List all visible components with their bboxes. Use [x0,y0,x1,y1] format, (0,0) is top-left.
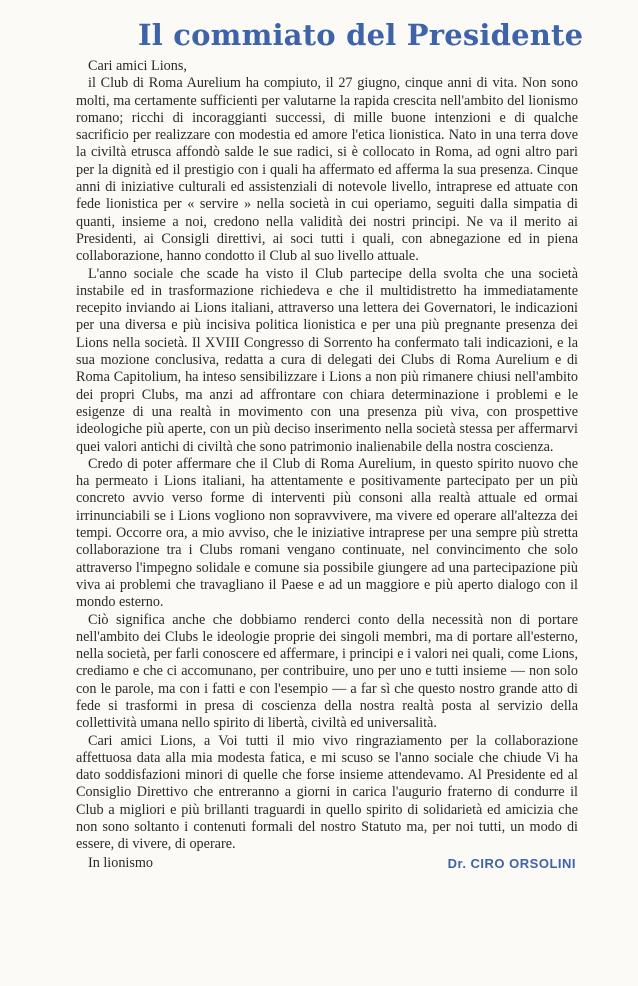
paragraph-3: Credo di poter affermare che il Club di Roma Aurelium, in questo spirito nuovo che ha permeato i Lions italiani, ha attentamente e positivamente partecipato per un più concreto avvio verso forme di interventi più consoni alla realtà attuale ed ormai irrinunciabili se i Lions vogliono non sopravvivere, ma vivere ed operare all'altezza dei tempi. Occorre ora, a mio avviso, che le iniziative intraprese per una sempre più stretta collaborazione tra i Clubs romani vengano continuate, nel convincimento che solo attraverso l'impegno solidale e comune sia possibile giungere ad una partecipazione più viva ai problemi che travagliano il Paese e ad un maggiore e più aperto dialogo con il mondo esterno. [76,455,578,611]
signoff [76,855,578,872]
article-body [76,75,578,853]
closing-phrase: In lionismo [88,854,154,871]
article-title: Il commiato del Presidente [138,18,584,52]
paragraph-4: Ciò significa anche che dobbiamo renderci conto della necessità non di portare nell'ambito dei Clubs le ideologie proprie dei singoli membri, ma di portare all'esterno, nella società, per farli conoscere ed affermare, i principi e i valori nei quali, come Lions, crediamo e che ci accomunano, per contribuire, uno per uno e tutti insieme — non solo con le parole, ma con i fatti e con l'esempio — a far sì che questo nostro grande atto di fede si trasformi in presa di coscienza della nostra realtà posta al servizio della collettività umana nello spirito di libertà, civiltà ed universalità. [76,611,578,732]
salutation: Cari amici Lions, [88,58,187,74]
paragraph-1: il Club di Roma Aurelium ha compiuto, il 27 giugno, cinque anni di vita. Non sono molti, ma certamente sufficienti per valutarne la rapida crescita nell'ambito del lionismo romano; ricchi di incoraggianti successi, di mille buone intenzioni e di qualche sacrificio per realizzare con modestia ed amore l'etica lionistica. Nato in una terra dove la civiltà etrusca affondò salde le sue radici, si è collocato in Roma, ad ogni altro pari per la dignità ed il prestigio con i quali ha affermato ed afferma la sua presenza. Cinque anni di iniziative culturali ed assistenziali di notevole livello, intraprese ed attuate con fede lionistica per « servire » nella società in cui operiamo, seguiti dalla simpatia di quanti, insieme a noi, credono nella validità dei nostri principi. Ne va il merito ai Presidenti, ai Consigli direttivi, ai soci tutti i quali, con abnegazione ed in piena collaborazione, hanno condotto il Club al suo livello attuale. [76,75,578,265]
signature: Dr. CIRO ORSOLINI [447,855,576,871]
paragraph-5: Cari amici Lions, a Voi tutti il mio vivo ringraziamento per la collaborazione affettuosa data alla mia modesta fatica, e mi scuso se l'anno sociale che chiude Vi ha dato soddisfazioni minori di quelle che forse insieme attendevamo. Al Presidente ed al Consiglio Direttivo che entreranno a giorni in carica l'augurio fraterno di condurre il Club a migliori e più brillanti traguardi in quello spirito di solidarietà ed amicizia che non sono soltanto i contenuti formali del nostro Statuto ma, per noi tutti, un modo di essere, di vivere, di operare. [76,732,578,853]
paragraph-2: L'anno sociale che scade ha visto il Club partecipe della svolta che una società instabile ed in trasformazione richiedeva e che il multidistretto ha immediatamente recepito inviando ai Lions italiani, attraverso una lettera dei Governatori, le indicazioni per una diversa e più incisiva politica lionistica e per una più pregnante presenza dei Lions nella società. Il XVIII Congresso di Sorrento ha confermato tali indicazioni, e la sua mozione conclusiva, redatta a cura di delegati dei Clubs di Roma Aurelium e di Roma Capitolium, ha inteso sensibilizzare i Lions a non più rimanere chiusi nell'ambito dei propri Clubs, ma anzi ad affrontare con chiara determinazione i problemi e le esigenze di una realtà in movimento con una presenza più viva, con prospettive ideologiche più aperte, con un più deciso inserimento nella società stessa per affermarvi quei valori antichi di civiltà che sono patrimonio inalienabile della nostra coscienza. [76,265,578,455]
